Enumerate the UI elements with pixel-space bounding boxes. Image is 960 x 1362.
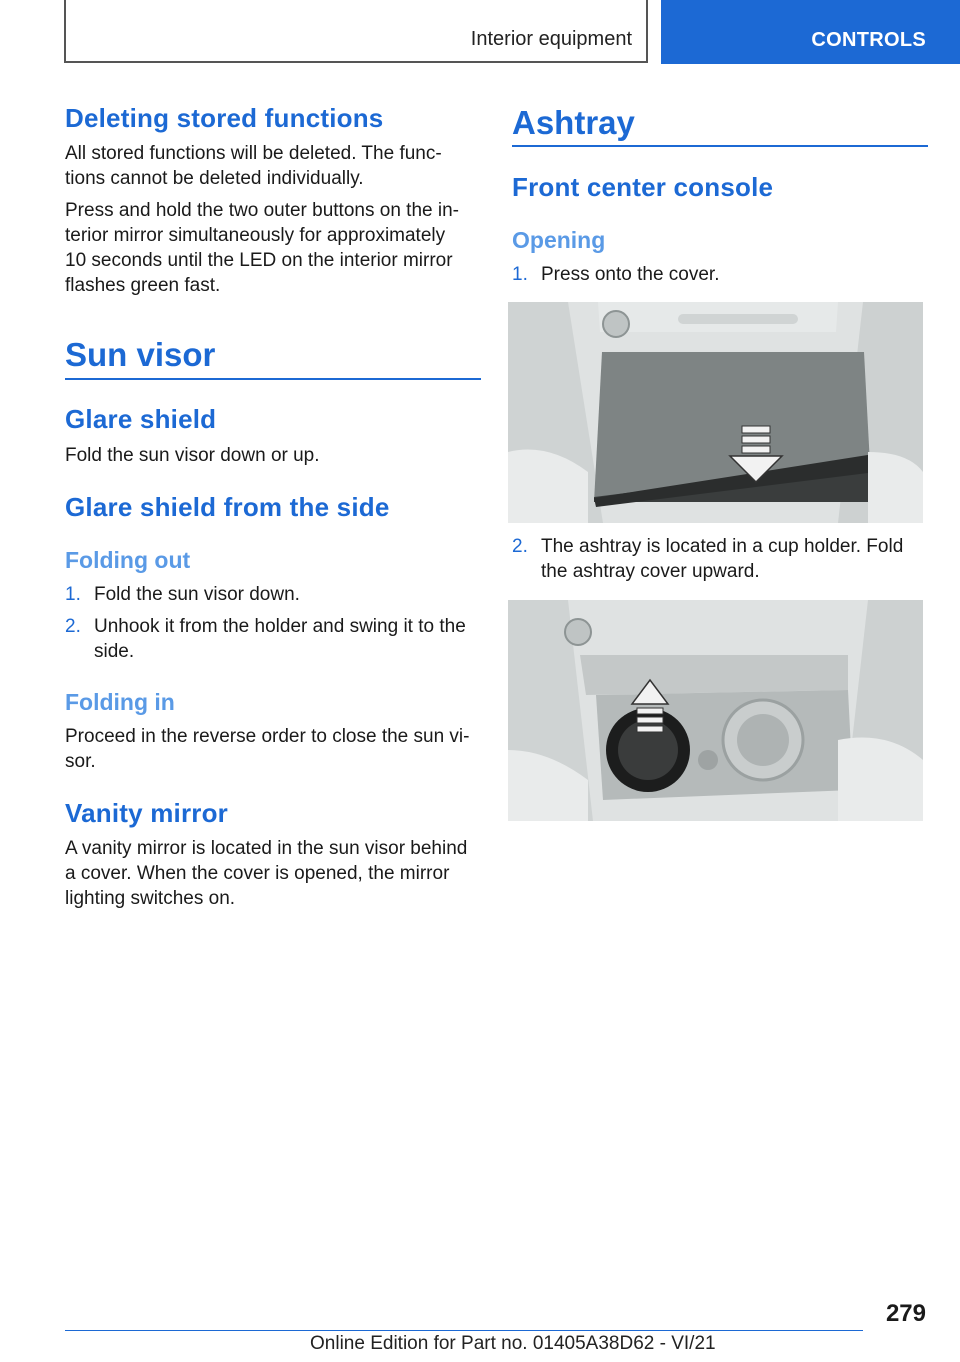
deleting-text-line-1: All stored functions will be deleted. The func‐	[65, 143, 442, 164]
header-chapter-tab	[661, 0, 960, 64]
step-number: 1.	[65, 584, 81, 605]
opening-step-1	[512, 262, 928, 288]
console-cover-closed-drawing	[508, 302, 923, 523]
folding-out-step-1	[65, 582, 481, 608]
opening-step-2	[512, 534, 928, 586]
deleting-text-line-5: 10 seconds until the LED on the interior mirror	[65, 250, 453, 271]
footer-edition-text: Online Edition for Part no. 01405A38D62 - VI/21	[310, 1333, 716, 1354]
sun-visor-title: Sun visor	[65, 336, 216, 373]
sun-visor-rule	[65, 378, 481, 380]
ashtray-rule	[512, 145, 928, 147]
deleting-text-line-4: terior mirror simultaneously for approximately	[65, 225, 446, 246]
folding-out-title: Folding out	[65, 547, 191, 573]
folding-in-title: Folding in	[65, 689, 175, 715]
ashtray-title: Ashtray	[512, 104, 635, 141]
header-chapter-label: CONTROLS	[811, 29, 926, 51]
ashtray-open-illustration	[508, 600, 923, 821]
deleting-title: Deleting stored functions	[65, 103, 384, 133]
step-number: 2.	[512, 536, 528, 557]
front-console-title: Front center console	[512, 172, 774, 202]
folding-in-text-line-2: sor.	[65, 751, 96, 772]
header-section-box	[64, 0, 648, 63]
deleting-text-line-6: flashes green fast.	[65, 275, 221, 296]
glare-side-title: Glare shield from the side	[65, 492, 390, 522]
glare-shield-text: Fold the sun visor down or up.	[65, 445, 320, 466]
step-text: The ashtray is located in a cup holder. Fold	[541, 536, 904, 557]
deleting-text-line-3: Press and hold the two outer buttons on the in‐	[65, 200, 459, 221]
header-section-title: Interior equipment	[470, 28, 632, 50]
vanity-mirror-title: Vanity mirror	[65, 798, 228, 828]
step-text: Unhook it from the holder and swing it to the	[94, 616, 466, 637]
step-text: Press onto the cover.	[541, 264, 720, 285]
footer-rule	[65, 1330, 863, 1331]
step-number: 1.	[512, 264, 528, 285]
step-text-continued: the ashtray cover upward.	[541, 561, 760, 582]
vanity-text-line-1: A vanity mirror is located in the sun visor behind	[65, 838, 468, 859]
folding-in-text-line-1: Proceed in the reverse order to close the sun vi‐	[65, 726, 470, 747]
console-cover-closed-illustration	[508, 302, 923, 523]
vanity-text-line-2: a cover. When the cover is opened, the mirror	[65, 863, 450, 884]
opening-title: Opening	[512, 227, 606, 253]
glare-shield-title: Glare shield	[65, 404, 217, 434]
step-number: 2.	[65, 616, 81, 637]
step-text-continued: side.	[94, 641, 135, 662]
step-text: Fold the sun visor down.	[94, 584, 300, 605]
ashtray-open-drawing	[508, 600, 923, 821]
folding-out-step-2	[65, 614, 481, 666]
deleting-text-line-2: tions cannot be deleted individually.	[65, 168, 364, 189]
vanity-text-line-3: lighting switches on.	[65, 888, 236, 909]
page-number: 279	[885, 1300, 926, 1327]
